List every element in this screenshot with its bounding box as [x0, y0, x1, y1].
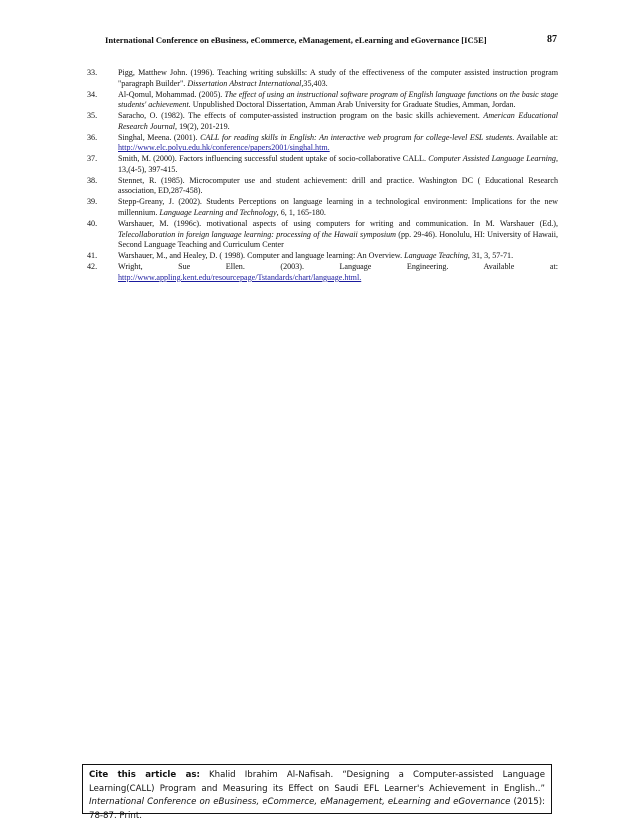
reference-text: Al-Qomul, Mohammad. (2005). The effect of using an instructional software program of English language functions on the basic stage students' achievement. Unpublished Doctoral Dissertation, Amman Arab University for Graduate Studies, Amman, Jordan. [118, 89, 558, 110]
running-header [0, 35, 638, 53]
reference-number: 33. [87, 68, 98, 77]
reference-number: 38. [87, 175, 98, 185]
reference-number: 35. [87, 111, 98, 121]
reference-item [87, 90, 558, 111]
reference-text: Singhal, Meena. (2001). CALL for reading skills in English: An interactive web program for college-level ESL students. Available at: http://www.elc.polyu.edu.hk/conference/papers2001/singhal.htm. [118, 132, 558, 153]
citation-box [82, 764, 552, 821]
reference-number: 42. [87, 262, 98, 272]
reference-item [87, 154, 558, 175]
citation-text: Khalid Ibrahim Al-Nafisah. “Designing a Computer-assisted Language Learning(CALL) Program and Measuring its Effect on Saudi EFL Learner's Achievement in English..” [89, 770, 545, 794]
citation-venue: International Conference on eBusiness, eCommerce, eManagement, eLearning and eGovernance [89, 797, 511, 807]
reference-item [87, 251, 558, 262]
reference-text: Pigg, Matthew John. (1996). Teaching writing subskills: A study of the effectiveness of the computer assisted instruction program "paragraph Builder". Dissertation Abstract International,35,403. [118, 68, 558, 88]
reference-number: 41. [87, 251, 98, 261]
reference-item [87, 68, 558, 89]
reference-number: 34. [87, 89, 98, 99]
reference-list [87, 68, 558, 284]
reference-item [87, 176, 558, 197]
reference-text: Smith, M. (2000). Factors influencing successful student uptake of socio-collaborative CALL. Computer Assisted Language Learning, 13,(4-5), 397-415. [118, 154, 558, 174]
reference-text: Warshauer, M. (1996c). motivational aspects of using computers for writing and communication. In M. Warshauer (Ed.), Telecollaboration in foreign language learning: processing of the Hawaii symposium (pp. 29-46). Honolulu, HI: University of Hawaii, Second Language Teaching and Curriculum Center [118, 219, 558, 250]
reference-text: Stennet, R. (1985). Microcomputer use and student achievement: drill and practice. Washington DC ( Educational Research association, ED,287-458). [118, 175, 558, 196]
page-number: 87 [547, 34, 557, 45]
citation-label: Cite this article as: [89, 770, 200, 780]
reference-link[interactable]: http://www.appling.kent.edu/resourcepage/Tstandards/chart/language.html. [118, 272, 362, 282]
reference-text: Stepp-Greany, J. (2002). Students Perceptions on language learning in a technological environment: Implications for the new millennium. Language Learning and Technology, 6, 1, 165-180. [118, 197, 558, 218]
reference-number: 37. [87, 154, 98, 164]
citation-tail: (2015): 78-87. Print. [89, 797, 545, 821]
reference-item [87, 133, 558, 154]
reference-text: Wright, Sue Ellen. (2003). Language Engineering. Available at: http://www.appling.kent.edu/resourcepage/Tstandards/chart/language.html. [118, 262, 558, 282]
reference-number: 40. [87, 219, 98, 229]
conference-title: International Conference on eBusiness, eCommerce, eManagement, eLearning and eGovernance [IC5E] [105, 35, 487, 45]
reference-item [87, 219, 558, 251]
reference-text: Saracho, O. (1982). The effects of computer-assisted instruction program on the basic skills achievement. American Educational Research Journal, 19(2), 201-219. [118, 111, 558, 131]
reference-item [87, 262, 558, 283]
reference-number: 36. [87, 132, 98, 142]
reference-item [87, 197, 558, 218]
reference-text: Warshauer, M., and Healey, D. ( 1998). Computer and language learning: An Overview. Language Teaching, 31, 3, 57-71. [118, 251, 514, 261]
reference-item [87, 111, 558, 132]
reference-number: 39. [87, 197, 98, 207]
reference-link[interactable]: http://www.elc.polyu.edu.hk/conference/papers2001/singhal.htm. [118, 143, 330, 153]
